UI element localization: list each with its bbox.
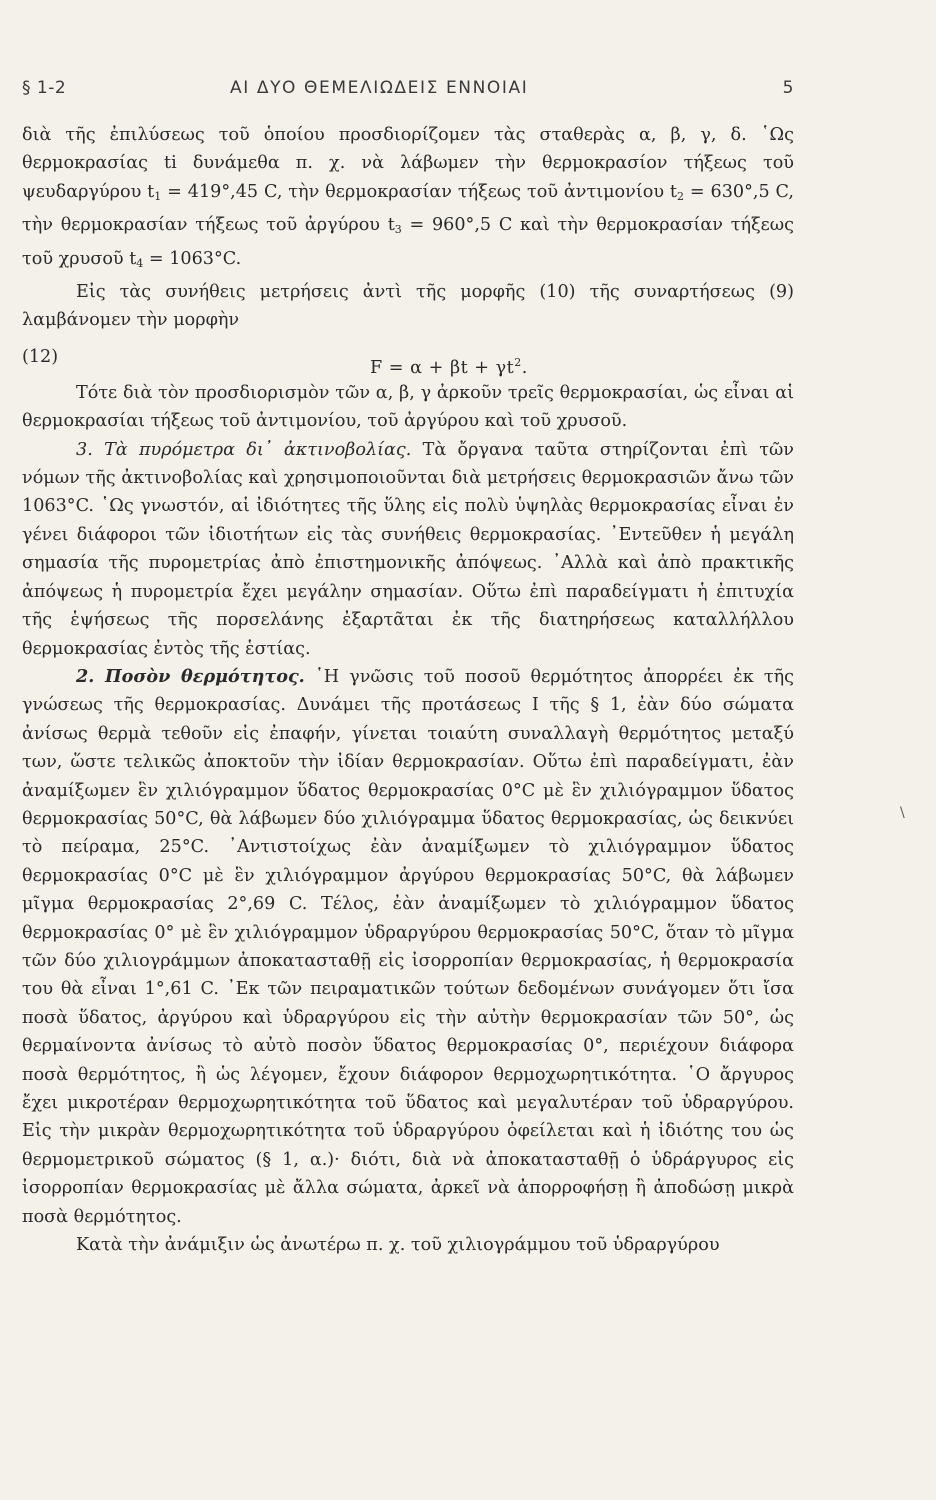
- chapter-title: ΑΙ ΔΥΟ ΘΕΜΕΛΙΩΔΕΙΣ ΕΝΝΟΙΑΙ: [230, 78, 529, 98]
- paragraph-2: Εἰς τὰς συνήθεις μετρήσεις ἀντὶ τῆς μορφῆς (10) τῆς συναρτήσεως (9) λαμβάνομεν τὴν μορφὴν: [22, 282, 794, 331]
- equation-expression: $F = \alpha + \beta t + \gamma t^2$.: [370, 355, 528, 378]
- equation-12: [22, 337, 794, 379]
- body-text: [22, 121, 794, 1259]
- subsection-heading-radiation-pyrometers: 3. Τὰ πυρόμετρα δι᾿ ἀκτινοβολίας.: [76, 439, 412, 460]
- equation-number: (12): [22, 346, 59, 367]
- running-header: [22, 78, 794, 112]
- page-number: 5: [782, 78, 794, 98]
- section-heading-quantity-of-heat: 2. Ποσὸν θερμότητος.: [76, 665, 305, 687]
- margin-mark: \: [900, 805, 905, 821]
- paragraph-3: Τότε διὰ τὸν προσδιορισμὸν τῶν α, β, γ ἀρκοῦν τρεῖς θερμοκρασίαι, ὡς εἶναι αἱ θερμοκρασίαι τήξεως τοῦ ἀντιμονίου, τοῦ ἀργύρου καὶ τοῦ χρυσοῦ.: [22, 382, 794, 432]
- section-number: § 1-2: [22, 78, 67, 98]
- paragraph-1: διὰ τῆς ἐπιλύσεως τοῦ ὁποίου προσδιορίζομεν τὰς σταθερὰς α, β, γ, δ. ῾Ως θερμοκρασίας ti δυνάμεθα π. χ. νὰ λάβωμεν τὴν θερμοκρασίον τήξεως τοῦ ψευδαργύρου $t_1 = 419^\circ,45$ C, τὴν θερμοκρασίαν τήξεως τοῦ ἀντιμονίου $t_2 = 630^\circ,5$ C, τὴν θερμοκρασίαν τήξεως τοῦ ἀργύρου $t_3 = 960^\circ,5$ C καὶ τὴν θερμοκρασίαν τήξεως τοῦ χρυσοῦ $t_4 = 1063^\circ C$.: [22, 125, 794, 270]
- paragraph-5: 2. Ποσὸν θερμότητος. ῾Η γνῶσις τοῦ ποσοῦ θερμότητος ἀπορρέει ἐκ τῆς γνώσεως τῆς θερμοκρασίας. Δυνάμει τῆς προτάσεως Ι τῆς § 1, ἐὰν δύο σώματα ἀνίσως θερμὰ τεθοῦν εἰς ἐπαφήν, γίνεται τοιαύτη συναλλαγὴ θερμότητος μεταξύ των, ὥστε τελικῶς ἀποκτοῦν τὴν ἰδίαν θερμοκρασίαν. Οὕτω ἐπὶ παραδείγματι, ἐὰν ἀναμίξωμεν ἓν χιλιόγραμμον ὕδατος θερμοκρασίας 0°C μὲ ἓν χιλιόγραμμον ὕδατος θερμοκρασίας 50°C, θὰ λάβωμεν δύο χιλιόγραμμα ὕδατος θερμοκρασίας, ὡς δεικνύει τὸ πείραμα, 25°C. ᾿Αντιστοίχως ἐὰν ἀναμίξωμεν τὸ χιλιόγραμμον ὕδατος θερμοκρασίας 0°C μὲ ἓν χιλιόγραμμον ἀργύρου θερμοκρασίας 50°C, θὰ λάβωμεν μῖγμα θερμοκρασίας 2°,69 C. Τέλος, ἐὰν ἀναμίξωμεν τὸ χιλιόγραμμον ὕδατος θερμοκρασίας 0° μὲ ἓν χιλιόγραμμον ὑδραργύρου θερμοκρασίας 50°C, ὅταν τὸ μῖγμα τῶν δύο χιλιογράμμων ἀποκατασταθῇ εἰς ἰσορροπίαν θερμοκρασίας, ἡ θερμοκρασία του θὰ εἶναι 1°,61 C. ᾿Εκ τῶν πειραματικῶν τούτων δεδομένων συνάγομεν ὅτι ἴσα ποσὰ ὕδατος, ἀργύρου καὶ ὑδραργύρου εἰς τὴν αὐτὴν θερμοκρασίαν τῶν 50°, ὡς θερμαίνοντα ἀνίσως τὸ αὐτὸ ποσὸν ὕδατος θερμοκρασίας 0°, περιέχουν διάφορα ποσὰ θερμότητος, ἢ ὡς λέγομεν, ἔχουν διάφορον θερμοχωρητικότητα. ῾Ο ἄργυρος ἔχει μικροτέραν θερμοχωρητικότητα τοῦ ὕδατος καὶ μεγαλυτέραν τοῦ ὑδραργύρου. Εἰς τὴν μικρὰν θερμοχωρητικότητα τοῦ ὑδραργύρου ὀφείλεται καὶ ἡ ἰδιότης του ὡς θερμομετρικοῦ σώματος (§ 1, α.)· διότι, διὰ νὰ ἀποκατασταθῇ ὁ ὑδράργυρος εἰς ἰσορροπίαν θερμοκρασίας μὲ ἄλλα σώματα, ἀρκεῖ νὰ ἀπορροφήσῃ ἢ ἀποδώσῃ μικρὰ ποσὰ θερμότητος.: [22, 665, 794, 1227]
- paragraph-6: Κατὰ τὴν ἀνάμιξιν ὡς ἀνωτέρω π. χ. τοῦ χιλιογράμμου τοῦ ὑδραργύρου: [76, 1235, 720, 1256]
- paragraph-4: 3. Τὰ πυρόμετρα δι᾿ ἀκτινοβολίας. Τὰ ὄργανα ταῦτα στηρίζονται ἐπὶ τῶν νόμων τῆς ἀκτινοβολίας καὶ χρησιμοποιοῦνται διὰ μετρήσεις θερμοκρασιῶν ἄνω τῶν 1063°C. ῾Ως γνωστόν, αἱ ἰδιότητες τῆς ὕλης εἰς πολὺ ὑψηλὰς θερμοκρασίας εἶναι ἐν γένει διάφοροι τῶν ἰδιοτήτων εἰς τὰς συνήθεις θερμοκρασίας. ᾿Εντεῦθεν ἡ μεγάλη σημασία τῆς πυρομετρίας ἀπὸ ἐπιστημονικῆς ἀπόψεως. ᾿Αλλὰ καὶ ἀπὸ πρακτικῆς ἀπόψεως ἡ πυρομετρία ἔχει μεγάλην σημασίαν. Οὕτω ἐπὶ παραδείγματι ἡ ἐπιτυχία τῆς ἑψήσεως τῆς πορσελάνης ἐξαρτᾶται ἐκ τῆς διατηρήσεως καταλλήλλου θερμοκρασίας ἐντὸς τῆς ἑστίας.: [22, 439, 794, 659]
